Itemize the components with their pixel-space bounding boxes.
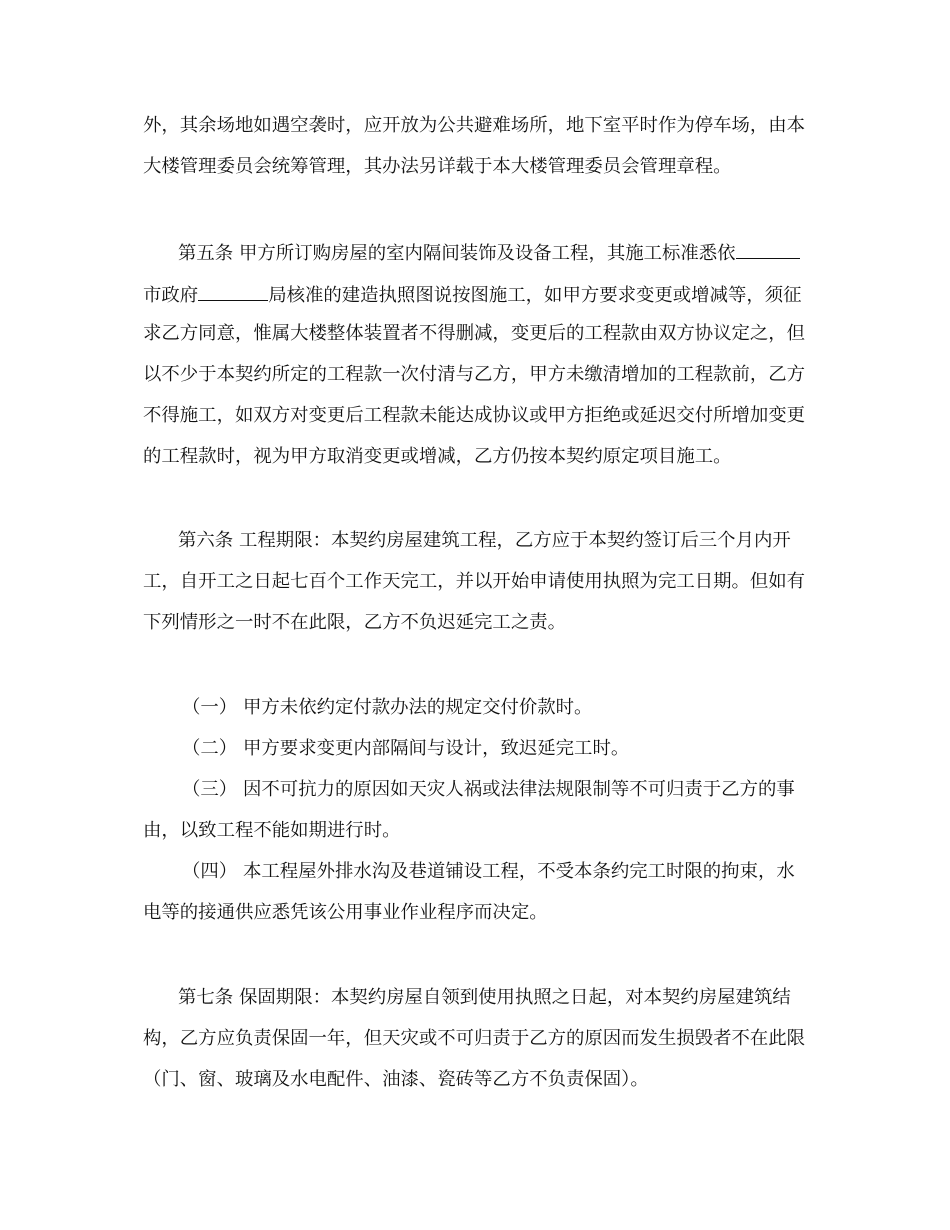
article-5-line-2 [143, 282, 802, 306]
article-6-line-1: 第六条 工程期限：本契约房屋建筑工程，乙方应于本契约签订后三个月内开 [178, 530, 791, 551]
article-5-line-3: 求乙方同意，惟属大楼整体装置者不得删减，变更后的工程款由双方协议定之，但 [143, 323, 806, 344]
article-6-item-3-line-1: （三） 因不可抗力的原因如天灾人祸或法律法规限制等不可归责于乙方的事 [182, 779, 795, 800]
paragraph-continuation-line-2: 大楼管理委员会统筹管理，其办法另详载于本大楼管理委员会管理章程。 [143, 156, 732, 177]
article-6-item-2: （二） 甲方要求变更内部隔间与设计，致迟延完工时。 [182, 738, 630, 759]
blank-underline-bureau [198, 282, 268, 301]
paragraph-continuation-line-1: 外，其余场地如遇空袭时，应开放为公共避难场所，地下室平时作为停车场，由本 [143, 115, 806, 136]
article-7-line-3: （门、窗、玻璃及水电配件、油漆、瓷砖等乙方不负责保固）。 [143, 1069, 649, 1090]
article-7-line-2: 构，乙方应负责保固一年，但天灾或不可归责于乙方的原因而发生损毁者不在此限 [143, 1028, 806, 1049]
article-5-line-5: 不得施工，如双方对变更后工程款未能达成协议或甲方拒绝或延迟交付所增加变更 [143, 405, 806, 426]
article-7-line-1: 第七条 保固期限：本契约房屋自领到使用执照之日起，对本契约房屋建筑结 [178, 987, 791, 1008]
article-6-line-3: 下列情形之一时不在此限，乙方不负迟延完工之责。 [143, 612, 566, 633]
blank-underline-city [736, 240, 800, 259]
article-5-text-2a: 市政府 [143, 285, 199, 306]
article-5-line-1 [178, 240, 800, 264]
article-5-line-6: 的工程款时，视为甲方取消变更或增减，乙方仍按本契约原定项目施工。 [143, 446, 732, 467]
article-5-line-4: 以不少于本契约所定的工程款一次付清与乙方，甲方未缴清增加的工程款前，乙方 [143, 364, 806, 385]
article-5-text-2b: 局核准的建造执照图说按图施工，如甲方要求变更或增减等，须征 [268, 285, 802, 306]
article-6-line-2: 工，自开工之日起七百个工作天完工，并以开始申请使用执照为完工日期。但如有 [143, 571, 806, 592]
article-6-item-1: （一） 甲方未依约定付款办法的规定交付价款时。 [182, 697, 593, 718]
article-6-item-3-line-2: 由，以致工程不能如期进行时。 [143, 820, 401, 841]
article-5-text-1: 第五条 甲方所订购房屋的室内隔间装饰及设备工程，其施工标准悉依 [178, 243, 736, 264]
article-6-item-4-line-1: （四） 本工程屋外排水沟及巷道铺设工程，不受本条约完工时限的拘束，水 [182, 861, 795, 882]
article-6-item-4-line-2: 电等的接通供应悉凭该公用事业作业程序而决定。 [143, 902, 548, 923]
